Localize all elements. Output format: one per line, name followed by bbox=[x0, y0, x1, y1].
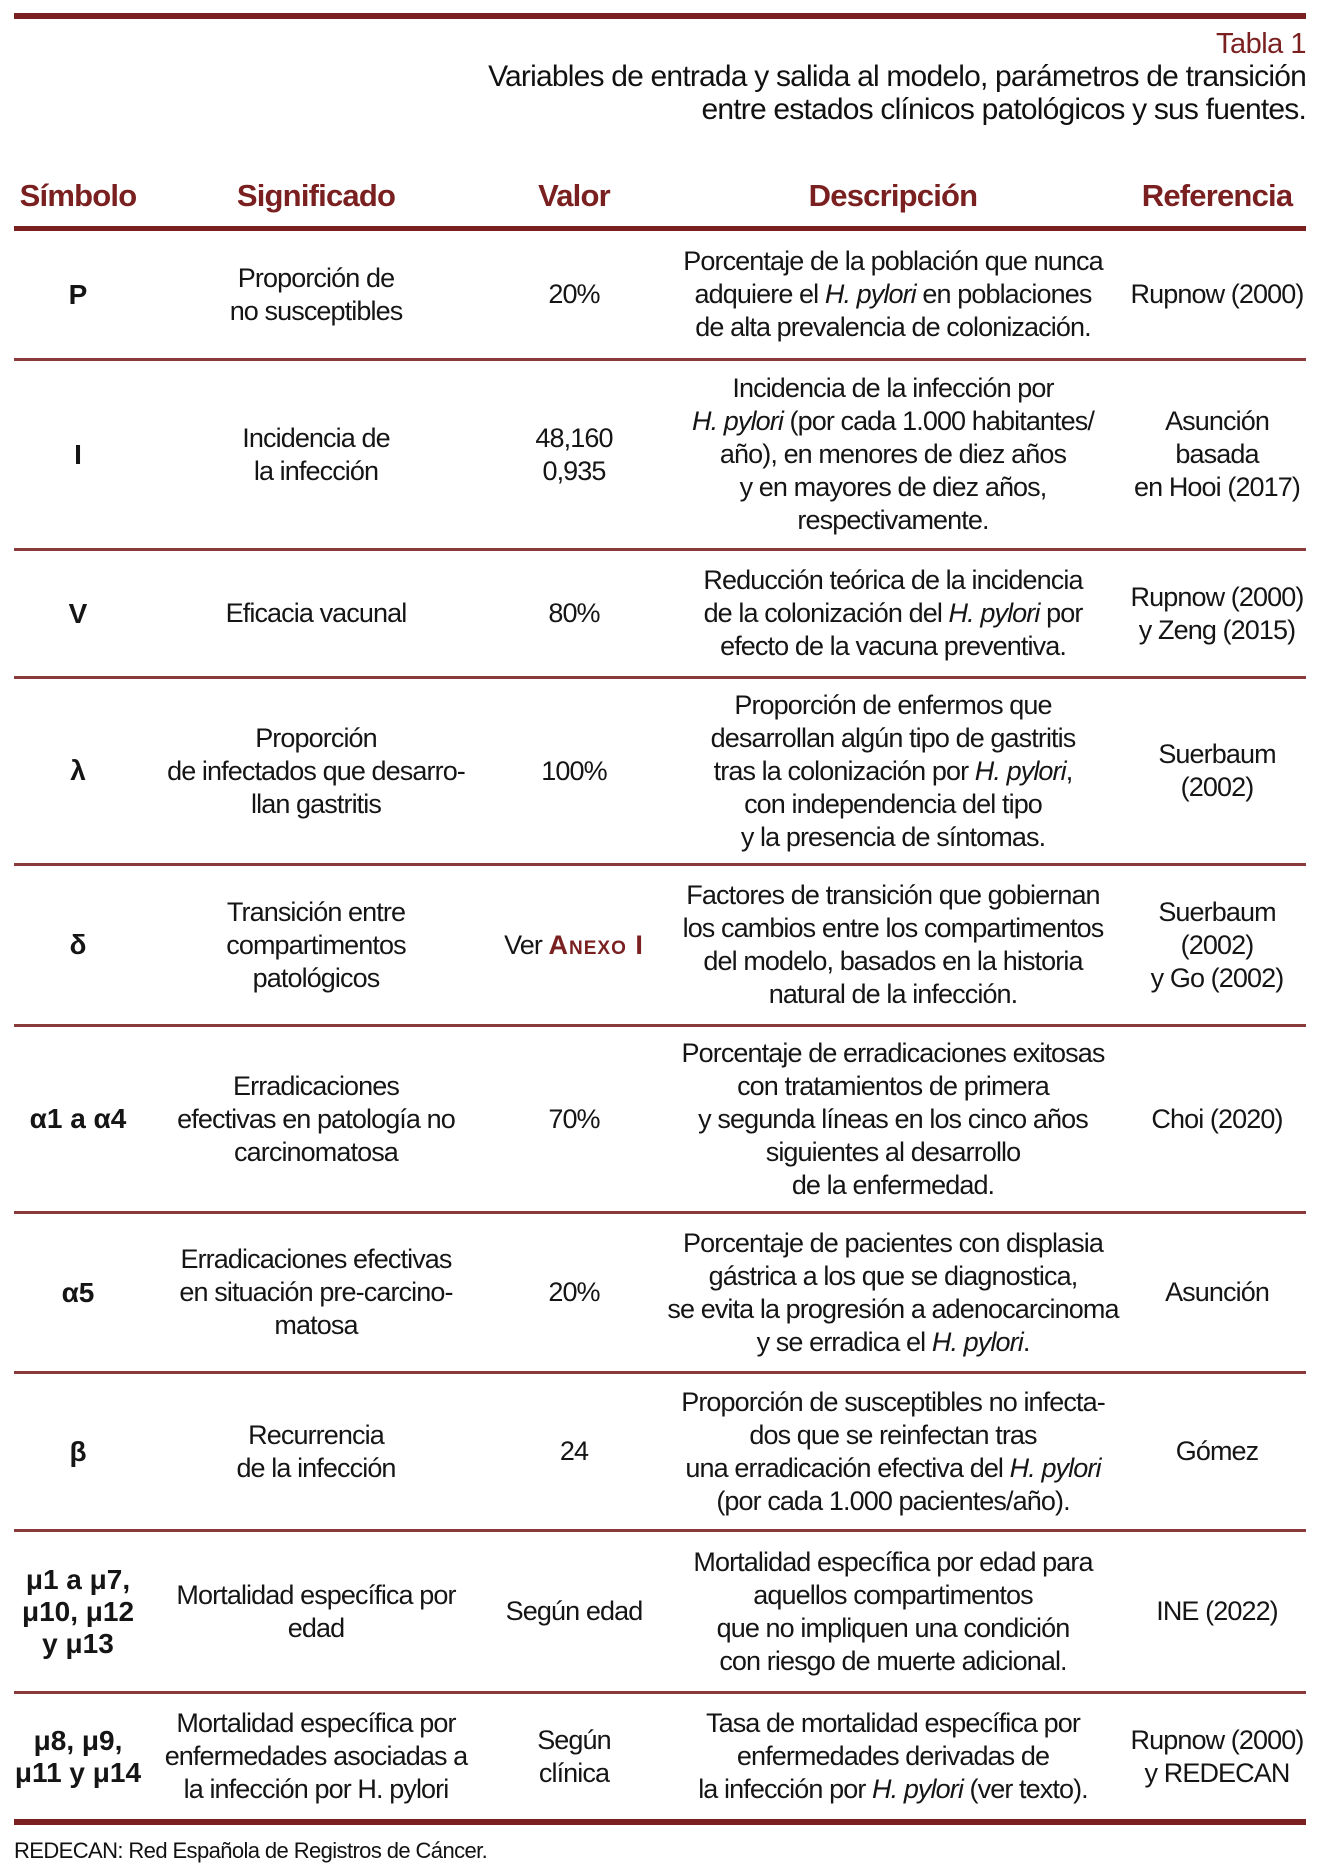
text-segment: la infección bbox=[253, 455, 379, 486]
cell-line bbox=[658, 912, 1128, 945]
text-segment: la infección por H. pylori bbox=[183, 1774, 449, 1804]
table-row bbox=[14, 1374, 1306, 1532]
text-segment: 70% bbox=[548, 1103, 600, 1134]
text-segment: Rupnow (2000) bbox=[1130, 581, 1304, 612]
cell-line bbox=[142, 295, 490, 328]
cell-line bbox=[14, 598, 142, 630]
table-row bbox=[14, 231, 1306, 361]
cell-meaning bbox=[142, 262, 490, 328]
text-segment: de alta prevalencia de colonización. bbox=[695, 312, 1091, 342]
text-segment: desarrollan algún tipo de gastritis bbox=[710, 722, 1076, 753]
text-segment: Porcentaje de pacientes con displasia bbox=[683, 1227, 1103, 1258]
cell-line bbox=[658, 1485, 1128, 1518]
cell-line bbox=[658, 1419, 1128, 1452]
text-segment: INE (2022) bbox=[1156, 1596, 1278, 1626]
cell-value bbox=[490, 1595, 658, 1628]
text-segment: edad bbox=[287, 1612, 345, 1643]
cell-description bbox=[658, 564, 1128, 663]
text-segment: y Zeng (2015) bbox=[1138, 614, 1296, 645]
cell-line bbox=[490, 455, 658, 488]
text-segment: enfermedades derivadas de bbox=[736, 1741, 1050, 1771]
cell-symbol bbox=[14, 1277, 142, 1309]
cell-symbol bbox=[14, 439, 142, 471]
text-segment: siguientes al desarrollo bbox=[765, 1136, 1021, 1167]
text-segment: una erradicación efectiva del bbox=[685, 1452, 1010, 1483]
cell-line bbox=[14, 1725, 142, 1757]
text-segment: α1 a α4 bbox=[29, 1103, 127, 1134]
cell-line bbox=[142, 1707, 490, 1740]
cell-line bbox=[14, 755, 142, 787]
cell-meaning bbox=[142, 1707, 490, 1806]
cell-value bbox=[490, 1435, 658, 1468]
cell-line bbox=[658, 1645, 1128, 1678]
text-segment: Asunción basada bbox=[1165, 406, 1269, 469]
cell-description bbox=[658, 1546, 1128, 1678]
cell-line bbox=[658, 564, 1128, 597]
cell-line bbox=[490, 1103, 658, 1136]
cell-line bbox=[658, 1546, 1128, 1579]
text-segment: y segunda líneas en los cinco años bbox=[698, 1103, 1088, 1134]
text-segment: μ1 a μ7, bbox=[25, 1563, 131, 1595]
text-segment: efectivas en patología no bbox=[177, 1103, 455, 1134]
cell-line bbox=[658, 471, 1128, 504]
text-segment: Mortalidad específica por edad para bbox=[693, 1546, 1093, 1577]
column-header-significado: Significado bbox=[236, 178, 396, 213]
text-segment: P bbox=[68, 278, 88, 310]
cell-line bbox=[1128, 471, 1306, 504]
cell-line bbox=[658, 1326, 1128, 1359]
text-segment: Proporción de susceptibles no infecta- bbox=[681, 1386, 1105, 1417]
anexo-link[interactable]: Anexo I bbox=[548, 929, 644, 960]
text-segment: con riesgo de muerte adicional. bbox=[719, 1645, 1067, 1676]
cell-line bbox=[1128, 405, 1306, 471]
text-segment: con tratamientos de primera bbox=[737, 1070, 1049, 1101]
cell-line bbox=[490, 597, 658, 630]
text-segment: Reducción teórica de la incidencia bbox=[703, 565, 1083, 595]
italic-species-name: H. pylori bbox=[948, 598, 1040, 628]
text-segment: enfermedades asociadas a bbox=[164, 1741, 468, 1771]
cell-line bbox=[658, 245, 1128, 278]
text-segment: y se erradica el bbox=[756, 1326, 932, 1357]
cell-line bbox=[658, 1227, 1128, 1260]
text-segment: I bbox=[74, 438, 82, 470]
cell-line bbox=[142, 262, 490, 295]
cell-line bbox=[658, 311, 1128, 344]
text-segment: (por cada 1.000 habitantes/ bbox=[782, 406, 1094, 436]
text-segment: patológicos bbox=[252, 962, 380, 993]
table-row bbox=[14, 361, 1306, 551]
cell-line bbox=[490, 1595, 658, 1628]
cell-description bbox=[658, 879, 1128, 1011]
cell-line bbox=[14, 1564, 142, 1596]
text-segment: adquiere el bbox=[694, 279, 825, 309]
table-row bbox=[14, 1694, 1306, 1825]
cell-line bbox=[658, 1452, 1128, 1485]
table-row bbox=[14, 1214, 1306, 1374]
text-segment: V bbox=[68, 597, 88, 629]
text-segment: μ8, μ9, bbox=[33, 1724, 123, 1756]
text-segment: Proporción de enfermos que bbox=[734, 689, 1052, 720]
text-segment: carcinomatosa bbox=[234, 1136, 398, 1167]
cell-line bbox=[14, 1757, 142, 1789]
cell-line bbox=[142, 597, 490, 630]
cell-line bbox=[658, 821, 1128, 854]
text-segment: Erradicaciones efectivas bbox=[180, 1244, 452, 1274]
text-segment: Tasa de mortalidad específica por bbox=[705, 1708, 1081, 1738]
cell-reference bbox=[1128, 1276, 1306, 1309]
italic-species-name: H. pylori bbox=[931, 1326, 1023, 1357]
cell-line bbox=[658, 372, 1128, 405]
text-segment: no susceptibles bbox=[229, 295, 403, 326]
cell-description bbox=[658, 1037, 1128, 1202]
text-segment: Suerbaum (2002) bbox=[1158, 896, 1276, 960]
text-segment: Proporción bbox=[255, 722, 377, 753]
italic-species-name: H. pylori bbox=[824, 279, 916, 309]
text-segment: llan gastritis bbox=[251, 788, 381, 819]
text-segment: respectivamente. bbox=[797, 505, 989, 535]
text-segment: en Hooi (2017) bbox=[1133, 472, 1300, 502]
text-segment: 20% bbox=[548, 279, 600, 309]
cell-value bbox=[490, 278, 658, 311]
cell-reference bbox=[1128, 405, 1306, 504]
cell-line bbox=[658, 879, 1128, 912]
cell-line bbox=[658, 1707, 1128, 1740]
cell-line bbox=[490, 1276, 658, 1309]
cell-line bbox=[142, 455, 490, 488]
text-segment: efecto de la vacuna preventiva. bbox=[720, 631, 1066, 661]
table-caption bbox=[488, 28, 1306, 126]
cell-line bbox=[490, 1724, 658, 1757]
table-title-line-1: Variables de entrada y salida al modelo, parámetros de transición bbox=[488, 60, 1306, 93]
cell-line bbox=[14, 1596, 142, 1628]
text-segment: Mortalidad específica por bbox=[176, 1708, 456, 1738]
cell-description bbox=[658, 245, 1128, 344]
table-row bbox=[14, 866, 1306, 1027]
cell-line bbox=[658, 689, 1128, 722]
table-row bbox=[14, 1027, 1306, 1214]
text-segment: 24 bbox=[559, 1436, 589, 1466]
cell-line bbox=[1128, 896, 1306, 962]
cell-line bbox=[142, 929, 490, 962]
cell-line bbox=[142, 788, 490, 821]
cell-reference bbox=[1128, 278, 1306, 311]
text-segment: gástrica a los que se diagnostica, bbox=[708, 1260, 1078, 1291]
text-segment: β bbox=[69, 1435, 87, 1467]
text-segment: de infectados que desarro- bbox=[167, 755, 465, 786]
cell-value bbox=[490, 1103, 658, 1136]
cell-meaning bbox=[142, 597, 490, 630]
cell-symbol bbox=[14, 1103, 142, 1135]
cell-reference bbox=[1128, 738, 1306, 804]
cell-description bbox=[658, 1707, 1128, 1806]
column-header-referencia: Referencia bbox=[1141, 178, 1293, 213]
cell-description bbox=[658, 1227, 1128, 1359]
text-segment: Eficacia vacunal bbox=[225, 598, 407, 628]
column-header-descripcion: Descripción bbox=[808, 178, 978, 213]
text-segment: Según bbox=[537, 1724, 611, 1755]
text-segment: . bbox=[1022, 1326, 1030, 1357]
cell-reference bbox=[1128, 1595, 1306, 1628]
text-segment: Recurrencia bbox=[248, 1419, 384, 1450]
cell-line bbox=[142, 1070, 490, 1103]
column-header-valor: Valor bbox=[538, 178, 610, 213]
text-segment: Rupnow (2000) bbox=[1130, 279, 1304, 309]
text-segment: Erradicaciones bbox=[233, 1070, 399, 1101]
text-segment: 100% bbox=[541, 755, 607, 786]
text-segment: los cambios entre los compartimentos bbox=[682, 913, 1104, 943]
cell-line bbox=[658, 788, 1128, 821]
text-segment: y la presencia de síntomas. bbox=[740, 821, 1046, 852]
cell-reference bbox=[1128, 1724, 1306, 1790]
cell-line bbox=[490, 278, 658, 311]
cell-line bbox=[658, 1037, 1128, 1070]
text-segment: que no impliquen una condición bbox=[716, 1612, 1070, 1643]
cell-line bbox=[142, 1773, 490, 1806]
cell-line bbox=[658, 597, 1128, 630]
cell-line bbox=[14, 439, 142, 471]
cell-value bbox=[490, 1724, 658, 1790]
text-segment: dos que se reinfectan tras bbox=[749, 1419, 1037, 1450]
cell-reference bbox=[1128, 1103, 1306, 1136]
text-segment: Gómez bbox=[1175, 1436, 1259, 1466]
text-segment: compartimentos bbox=[226, 929, 406, 960]
italic-species-name: H. pylori bbox=[692, 406, 783, 436]
cell-line bbox=[14, 1628, 142, 1660]
text-segment: 80% bbox=[548, 598, 600, 628]
cell-reference bbox=[1128, 896, 1306, 995]
text-segment: y REDECAN bbox=[1144, 1757, 1290, 1788]
cell-symbol bbox=[14, 598, 142, 630]
text-segment: y Go (2002) bbox=[1150, 962, 1284, 993]
cell-line bbox=[142, 1740, 490, 1773]
cell-symbol bbox=[14, 929, 142, 961]
cell-line bbox=[1128, 1724, 1306, 1757]
cell-line bbox=[142, 1136, 490, 1169]
text-segment: de la infección bbox=[236, 1452, 396, 1483]
text-segment: matosa bbox=[274, 1310, 358, 1340]
text-segment: α5 bbox=[61, 1276, 95, 1308]
table-body bbox=[14, 231, 1306, 1825]
cell-line bbox=[1128, 962, 1306, 995]
cell-symbol bbox=[14, 1564, 142, 1660]
text-segment: con independencia del tipo bbox=[744, 788, 1042, 819]
text-segment: se evita la progresión a adenocarcinoma bbox=[667, 1293, 1119, 1324]
cell-line bbox=[14, 1436, 142, 1468]
cell-line bbox=[658, 1169, 1128, 1202]
cell-meaning bbox=[142, 722, 490, 821]
text-segment: por bbox=[1039, 598, 1083, 628]
text-segment: Asunción bbox=[1165, 1277, 1269, 1307]
cell-meaning bbox=[142, 1243, 490, 1342]
text-segment: Porcentaje de la población que nunca bbox=[683, 246, 1103, 276]
cell-meaning bbox=[142, 422, 490, 488]
cell-line bbox=[142, 1309, 490, 1342]
text-segment: de la enfermedad. bbox=[791, 1169, 995, 1200]
text-segment: Incidencia de bbox=[242, 422, 390, 453]
cell-description bbox=[658, 372, 1128, 537]
cell-line bbox=[658, 1103, 1128, 1136]
text-segment: (ver texto). bbox=[962, 1774, 1088, 1804]
cell-line bbox=[1128, 1595, 1306, 1628]
cell-symbol bbox=[14, 1436, 142, 1468]
cell-line bbox=[658, 1136, 1128, 1169]
table-row bbox=[14, 1532, 1306, 1694]
cell-line bbox=[658, 1579, 1128, 1612]
cell-value bbox=[490, 755, 658, 788]
table-row bbox=[14, 551, 1306, 679]
cell-line bbox=[14, 1103, 142, 1135]
cell-line bbox=[142, 1276, 490, 1309]
text-segment: Porcentaje de erradicaciones exitosas bbox=[681, 1037, 1105, 1068]
text-segment: Incidencia de la infección por bbox=[732, 373, 1054, 403]
cell-meaning bbox=[142, 1579, 490, 1645]
column-header-simbolo: Símbolo bbox=[19, 178, 137, 213]
table-label: Tabla 1 bbox=[1215, 28, 1306, 60]
cell-line bbox=[658, 755, 1128, 788]
cell-line bbox=[658, 1740, 1128, 1773]
cell-line bbox=[490, 755, 658, 788]
cell-symbol bbox=[14, 1725, 142, 1789]
cell-line bbox=[142, 1612, 490, 1645]
cell-reference bbox=[1128, 581, 1306, 647]
cell-line bbox=[1128, 1103, 1306, 1136]
table-header bbox=[14, 168, 1306, 224]
cell-line bbox=[142, 896, 490, 929]
cell-line bbox=[658, 1070, 1128, 1103]
text-segment: Rupnow (2000) bbox=[1130, 1724, 1304, 1755]
cell-line bbox=[658, 1293, 1128, 1326]
text-segment: clínica bbox=[538, 1757, 610, 1788]
cell-line bbox=[1128, 1435, 1306, 1468]
cell-line bbox=[658, 405, 1128, 438]
cell-meaning bbox=[142, 1070, 490, 1169]
text-segment: Suerbaum (2002) bbox=[1158, 739, 1276, 802]
cell-line bbox=[1128, 278, 1306, 311]
table-footnote: REDECAN: Red Española de Registros de Cáncer. bbox=[14, 1838, 488, 1863]
text-segment: 0,935 bbox=[542, 455, 606, 486]
cell-line bbox=[1128, 581, 1306, 614]
text-segment: en poblaciones bbox=[915, 279, 1092, 309]
text-segment: año), en menores de diez años bbox=[719, 439, 1067, 469]
cell-line bbox=[142, 1419, 490, 1452]
cell-reference bbox=[1128, 1435, 1306, 1468]
cell-line bbox=[658, 945, 1128, 978]
cell-line bbox=[1128, 614, 1306, 647]
text-segment: μ10, μ12 bbox=[21, 1595, 135, 1627]
cell-description bbox=[658, 689, 1128, 854]
cell-line bbox=[658, 278, 1128, 311]
text-segment: de la colonización del bbox=[703, 598, 949, 628]
cell-line bbox=[658, 630, 1128, 663]
text-segment: Factores de transición que gobiernan bbox=[686, 880, 1100, 910]
cell-line bbox=[658, 1773, 1128, 1806]
cell-symbol bbox=[14, 279, 142, 311]
text-segment: 20% bbox=[548, 1277, 600, 1307]
cell-value bbox=[490, 422, 658, 488]
cell-value bbox=[490, 929, 658, 962]
cell-line bbox=[490, 929, 658, 962]
text-segment: , bbox=[1065, 755, 1073, 786]
cell-line bbox=[14, 279, 142, 311]
cell-line bbox=[142, 755, 490, 788]
cell-line bbox=[658, 722, 1128, 755]
cell-line bbox=[142, 722, 490, 755]
cell-line bbox=[142, 1579, 490, 1612]
text-segment: Ver bbox=[504, 929, 549, 960]
text-segment: (por cada 1.000 pacientes/año). bbox=[716, 1485, 1070, 1516]
cell-line bbox=[658, 978, 1128, 1011]
italic-species-name: H. pylori bbox=[974, 755, 1066, 786]
text-segment: natural de la infección. bbox=[768, 979, 1018, 1009]
cell-symbol bbox=[14, 755, 142, 787]
top-rule bbox=[14, 13, 1306, 19]
cell-meaning bbox=[142, 1419, 490, 1485]
cell-line bbox=[658, 1386, 1128, 1419]
cell-line bbox=[658, 1260, 1128, 1293]
text-segment: Choi (2020) bbox=[1151, 1103, 1283, 1134]
text-segment: Transición entre bbox=[226, 896, 406, 927]
table-row bbox=[14, 679, 1306, 866]
cell-description bbox=[658, 1386, 1128, 1518]
cell-line bbox=[1128, 738, 1306, 804]
cell-line bbox=[658, 504, 1128, 537]
cell-value bbox=[490, 597, 658, 630]
text-segment: 48,160 bbox=[535, 422, 613, 453]
cell-line bbox=[658, 1612, 1128, 1645]
text-segment: en situación pre-carcino- bbox=[179, 1277, 453, 1307]
cell-line bbox=[490, 1435, 658, 1468]
table-title-line-2: entre estados clínicos patológicos y sus fuentes. bbox=[701, 93, 1306, 126]
cell-line bbox=[1128, 1757, 1306, 1790]
cell-line bbox=[14, 929, 142, 961]
cell-line bbox=[490, 1757, 658, 1790]
cell-line bbox=[14, 1277, 142, 1309]
text-segment: Proporción de bbox=[237, 262, 395, 293]
text-segment: Mortalidad específica por bbox=[176, 1579, 456, 1610]
italic-species-name: H. pylori bbox=[872, 1774, 963, 1804]
cell-line bbox=[142, 1243, 490, 1276]
cell-line bbox=[142, 1452, 490, 1485]
cell-meaning bbox=[142, 896, 490, 995]
text-segment: aquellos compartimentos bbox=[753, 1579, 1033, 1610]
cell-value bbox=[490, 1276, 658, 1309]
cell-line bbox=[658, 438, 1128, 471]
text-segment: λ bbox=[70, 755, 86, 786]
text-segment: y en mayores de diez años, bbox=[739, 472, 1047, 502]
text-segment: Según edad bbox=[505, 1596, 643, 1626]
text-segment: δ bbox=[69, 929, 87, 960]
cell-line bbox=[142, 962, 490, 995]
cell-line bbox=[1128, 1276, 1306, 1309]
text-segment: la infección por bbox=[698, 1774, 873, 1804]
text-segment: y μ13 bbox=[42, 1627, 114, 1659]
cell-line bbox=[142, 422, 490, 455]
italic-species-name: H. pylori bbox=[1009, 1452, 1101, 1483]
text-segment: μ11 y μ14 bbox=[14, 1756, 142, 1788]
text-segment: del modelo, basados en la historia bbox=[703, 946, 1083, 976]
cell-line bbox=[490, 422, 658, 455]
cell-line bbox=[142, 1103, 490, 1136]
text-segment: tras la colonización por bbox=[713, 755, 975, 786]
